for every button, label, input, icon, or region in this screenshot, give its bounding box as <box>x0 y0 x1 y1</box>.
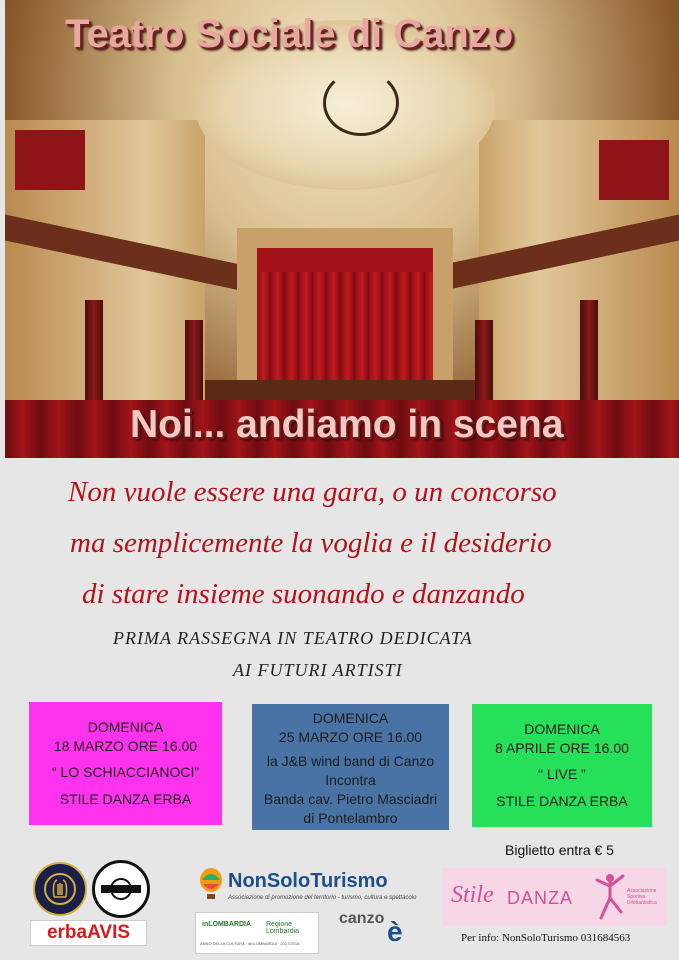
nonsoloturismo-name: NonSoloTurismo <box>228 870 388 892</box>
tagline-line-2: ma semplicemente la voglia e il desiderio <box>70 527 552 559</box>
box-drape-right <box>599 140 669 200</box>
erba-avis-logo: erbaAVIS <box>30 920 147 946</box>
event-2-town: di Pontelambro <box>303 810 398 826</box>
lombardia-logo <box>195 912 319 954</box>
poster-subtitle: Noi... andiamo in scena <box>130 403 564 446</box>
anno-cultura-label: ANNO DELLA CULTURA · #inLOMBARDIA · 2017/2018 <box>200 941 300 946</box>
event-2-date: 25 MARZO ORE 16.00 <box>278 729 423 745</box>
event-card-3 <box>472 704 652 827</box>
in-lombardia-label: inLOMBARDIA <box>202 921 251 928</box>
lyre-icon <box>35 864 85 914</box>
event-3-performer: STILE DANZA ERBA <box>496 793 628 809</box>
hot-air-balloon-icon <box>198 868 224 900</box>
nonsoloturismo-tagline: Associazione di promozione del territorio - turismo, cultura e spettacolo <box>228 895 417 901</box>
box-drape-left <box>15 130 85 190</box>
theatre-photo <box>5 0 679 458</box>
curtain-valance <box>257 248 433 272</box>
ticket-price: Biglietto entra € 5 <box>505 842 614 858</box>
ballerina-icon <box>593 872 627 922</box>
event-1-performer: STILE DANZA ERBA <box>59 791 192 807</box>
announcement-line-2: AI FUTURI ARTISTI <box>233 660 403 680</box>
canzo-wordmark: canzo <box>339 910 385 927</box>
tagline-line-3: di stare insieme suonando e danzando <box>82 578 525 610</box>
stile-danza-logo <box>443 868 667 926</box>
danza-label: DANZA <box>507 888 574 908</box>
event-card-1 <box>29 702 222 825</box>
chandelier-icon <box>323 70 399 136</box>
canzo-logo <box>335 910 417 950</box>
event-2-incontra: Incontra <box>325 772 376 788</box>
stile-script-label: Stile <box>451 882 494 908</box>
event-1-date: 18 MARZO ORE 16.00 <box>53 738 198 754</box>
associazione-label: Associazione Sportiva Dilettantistica <box>627 888 657 906</box>
event-1-day: DOMENICA <box>87 719 164 735</box>
wind-band-emblem-icon <box>95 863 147 915</box>
event-2-day: DOMENICA <box>312 710 389 726</box>
tagline-line-1: Non vuole essere una gara, o un concorso <box>68 476 557 508</box>
event-1-show: “ LO SCHIACCIANOCI” <box>51 764 199 780</box>
event-2-band: Banda cav. Pietro Masciadri <box>263 791 438 807</box>
masciadri-band-logo <box>33 862 87 916</box>
canzo-e-mark: è <box>387 916 403 947</box>
info-contact: Per info: NonSoloTurismo 031684563 <box>461 932 631 944</box>
nonsoloturismo-logo <box>198 868 443 916</box>
event-3-day: DOMENICA <box>524 721 600 737</box>
poster-title: Teatro Sociale di Canzo <box>65 12 514 56</box>
regione-lombardia-label: Regione Lombardia <box>266 921 300 935</box>
event-3-show: “ LIVE ” <box>538 766 586 782</box>
event-3-date: 8 APRILE ORE 16.00 <box>495 740 629 756</box>
event-2-performer: la J&B wind band di Canzo <box>266 753 435 769</box>
canzo-wind-band-logo <box>92 860 150 918</box>
announcement-line-1: PRIMA RASSEGNA IN TEATRO DEDICATA <box>113 628 473 648</box>
event-card-2 <box>252 704 449 830</box>
